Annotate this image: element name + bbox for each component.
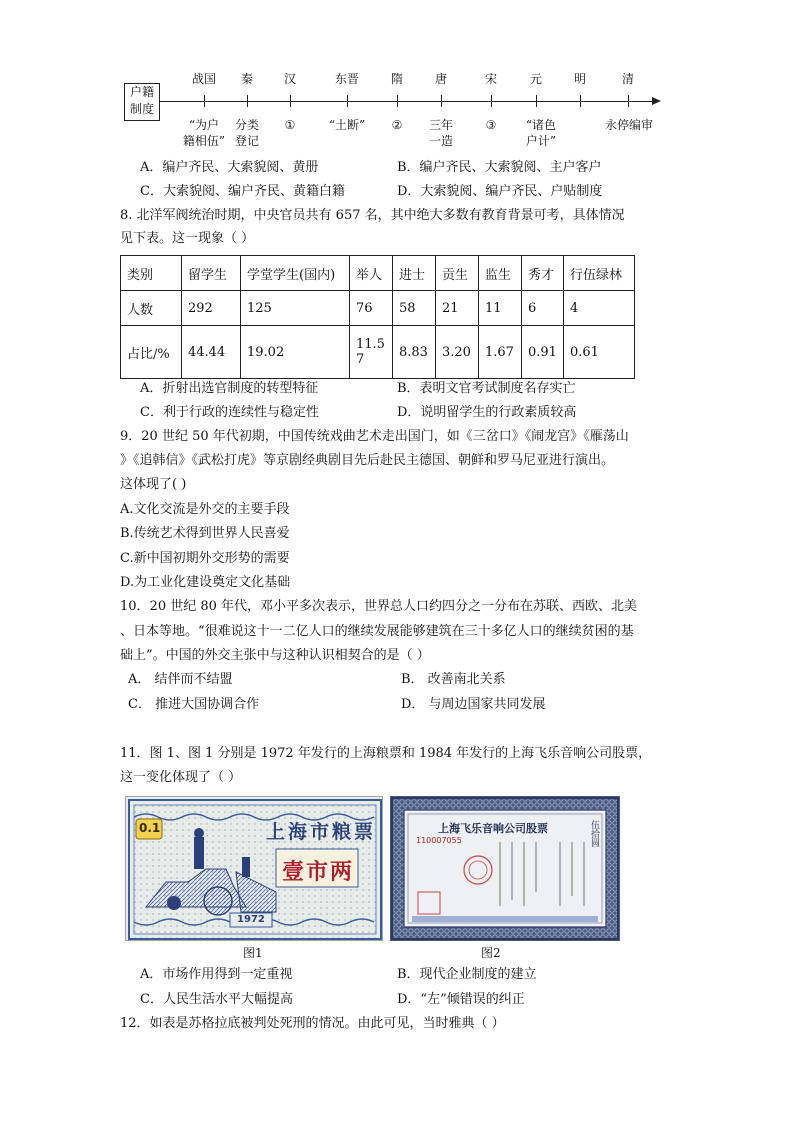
figure-1-caption: 图1	[243, 946, 263, 960]
q8-stem-line1: 8. 北洋军阀统治时期，中央官员共有 657 名，其中绝大多数有教育背景可考，具体情况	[120, 208, 625, 223]
figure-2-caption: 图2	[481, 946, 501, 960]
q9-stem-line2: 》《追韩信》《武松打虎》等京剧经典剧目先后赴民主德国、朝鲜和罗马尼亚进行演出。	[120, 453, 615, 468]
timeline-period: 元	[529, 72, 542, 86]
q11-stem-line2: 这一变化体现了（ ）	[120, 770, 242, 785]
timeline-tick	[628, 95, 629, 107]
q8-option-b: B．表明文官考试制度名存实亡	[397, 381, 576, 396]
timeline-note: 籍相伍”	[182, 134, 226, 148]
table-cell: 11	[479, 291, 522, 326]
q9-option-a: A.文化交流是外交的主要手段	[120, 502, 290, 517]
q9-option-d: D.为工业化建设奠定文化基础	[120, 575, 291, 590]
q7-option-c: C．大索貌阅、编户齐民、黄籍白籍	[140, 184, 345, 199]
table-header-cell: 贡生	[436, 256, 479, 291]
grain-ticket-year: 1972	[237, 914, 265, 925]
table-cell: 人数	[121, 291, 182, 326]
q9-stem-line3: 这体现了( )	[120, 477, 187, 492]
q10-stem-line2: 、日本等地。“很难说这十一二亿人口的继续发展能够建筑在三十多亿人口的继续贫困的基	[120, 624, 634, 639]
timeline-note: 登记	[234, 134, 259, 148]
q10-option-b: B． 改善南北关系	[401, 672, 506, 687]
timeline-note: “土断”	[328, 118, 366, 132]
table-cell: 19.02	[241, 326, 350, 379]
table-cell: 11.57	[350, 326, 393, 379]
timeline-tick	[347, 95, 348, 107]
q11-option-a: A．市场作用得到一定重视	[140, 967, 293, 982]
timeline-note: ②	[391, 118, 403, 132]
timeline-note: 户计”	[525, 134, 557, 148]
table-header-cell: 类别	[121, 256, 182, 291]
q11-option-b: B．现代企业制度的建立	[397, 967, 537, 982]
table-header-cell: 留学生	[182, 256, 241, 291]
timeline-period: 隋	[390, 72, 403, 86]
q8-option-d: D．说明留学生的行政素质较高	[397, 405, 577, 420]
q8-option-a: A．折射出选官制度的转型特征	[140, 381, 319, 396]
q7-option-b: B．编户齐民、大索貌阅、主户客户	[397, 160, 602, 175]
timeline-period: 宋	[484, 72, 497, 86]
table-row	[121, 256, 635, 291]
timeline-period: 明	[573, 72, 586, 86]
timeline-period: 唐	[434, 72, 447, 86]
timeline-tick	[397, 95, 398, 107]
table-cell: 125	[241, 291, 350, 326]
q11-stem-line1: 11．图 1、图 1 分别是 1972 年发行的上海粮票和 1984 年发行的上海飞乐音响公司股票，	[120, 746, 652, 761]
timeline-tick	[441, 95, 442, 107]
grain-ticket-image	[125, 796, 383, 941]
table-cell: 6	[522, 291, 564, 326]
q7-option-d: D．大索貌阅、编户齐民、户贴制度	[397, 184, 603, 199]
q10-option-a: A． 结伴而不结盟	[128, 672, 233, 687]
timeline-tick	[491, 95, 492, 107]
stock-certificate-art	[390, 796, 620, 941]
timeline-period: 战国	[191, 72, 216, 86]
table-cell: 1.67	[479, 326, 522, 379]
q8-stem-line2: 见下表。这一现象（ ）	[120, 231, 255, 246]
q9-stem-line1: 9．20 世纪 50 年代初期，中国传统戏曲艺术走出国门，如《三岔口》《闹龙宫》《雁荡山	[120, 429, 629, 444]
table-cell: 0.61	[563, 326, 634, 379]
q12-stem-line1: 12．如表是苏格拉底被判处死刑的情况。由此可见，当时雅典（ ）	[120, 1016, 505, 1031]
table-header-cell: 学堂学生(国内)	[241, 256, 350, 291]
timeline-tick	[580, 95, 581, 107]
table-cell: 292	[182, 291, 241, 326]
table-cell: 21	[436, 291, 479, 326]
q8-option-c: C．利于行政的连续性与稳定性	[140, 405, 319, 420]
q7-option-a: A．编户齐民、大索貌阅、黄册	[140, 160, 319, 175]
stock-certificate-image	[390, 796, 620, 941]
timeline-note: “诸色	[525, 118, 557, 132]
table-header-cell: 进士	[393, 256, 436, 291]
timeline-note: 三年	[428, 118, 453, 132]
stock-title: 上海飞乐音响公司股票	[438, 822, 548, 835]
table-header-cell: 行伍绿林	[563, 256, 634, 291]
table-cell: 58	[393, 291, 436, 326]
timeline-period: 汉	[283, 72, 296, 86]
table-header-cell: 举人	[350, 256, 393, 291]
stock-serial: 110007055	[416, 836, 462, 845]
timeline-label-line2: 制度	[129, 102, 154, 116]
table-row	[121, 291, 635, 326]
table-row	[121, 326, 635, 379]
table-cell: 3.20	[436, 326, 479, 379]
q11-option-c: C．人民生活水平大幅提高	[140, 992, 293, 1007]
q8-table	[120, 255, 635, 379]
timeline-label-line1: 户籍	[129, 85, 154, 99]
q10-option-c: C． 推进大国协调合作	[128, 697, 260, 712]
timeline-period: 秦	[240, 72, 253, 86]
q9-option-b: B.传统艺术得到世界人民喜爱	[120, 526, 290, 541]
table-cell: 44.44	[182, 326, 241, 379]
timeline-period: 清	[621, 72, 634, 86]
q11-option-d: D．“左”倾错误的纠正	[397, 992, 525, 1007]
grain-ticket-amount: 壹市两	[282, 859, 355, 885]
q10-stem-line1: 10．20 世纪 80 年代，邓小平多次表示，世界总人口约四分之一分布在苏联、西欧、北美	[120, 599, 638, 614]
stock-denomination: 伍拾圆	[589, 820, 599, 847]
timeline-tick	[204, 95, 205, 107]
q10-stem-line3: 础上”。中国的外交主张中与这种认识相契合的是（ ）	[120, 648, 430, 663]
table-cell: 76	[350, 291, 393, 326]
q9-option-c: C.新中国初期外交形势的需要	[120, 551, 290, 566]
timeline-arrow-head	[652, 97, 661, 105]
table-header-cell: 监生	[479, 256, 522, 291]
timeline-note: ③	[485, 118, 497, 132]
timeline-note: 永停编审	[604, 118, 653, 132]
timeline-note: ①	[284, 118, 296, 132]
table-cell: 4	[563, 291, 634, 326]
grain-ticket-title: 上海市粮票	[266, 821, 377, 843]
timeline-note: “为户	[188, 118, 220, 132]
timeline-period: 东晋	[334, 72, 359, 86]
table-cell: 占比/%	[121, 326, 182, 379]
table-cell: 0.91	[522, 326, 564, 379]
table-header-cell: 秀才	[522, 256, 564, 291]
timeline-tick	[290, 95, 291, 107]
table-cell: 8.83	[393, 326, 436, 379]
q10-option-d: D． 与周边国家共同发展	[401, 697, 546, 712]
timeline-tick	[536, 95, 537, 107]
timeline-tick	[247, 95, 248, 107]
grain-ticket-value: 0.1	[139, 821, 161, 835]
timeline-note: 分类	[234, 118, 259, 132]
timeline-note: 一造	[428, 134, 453, 148]
